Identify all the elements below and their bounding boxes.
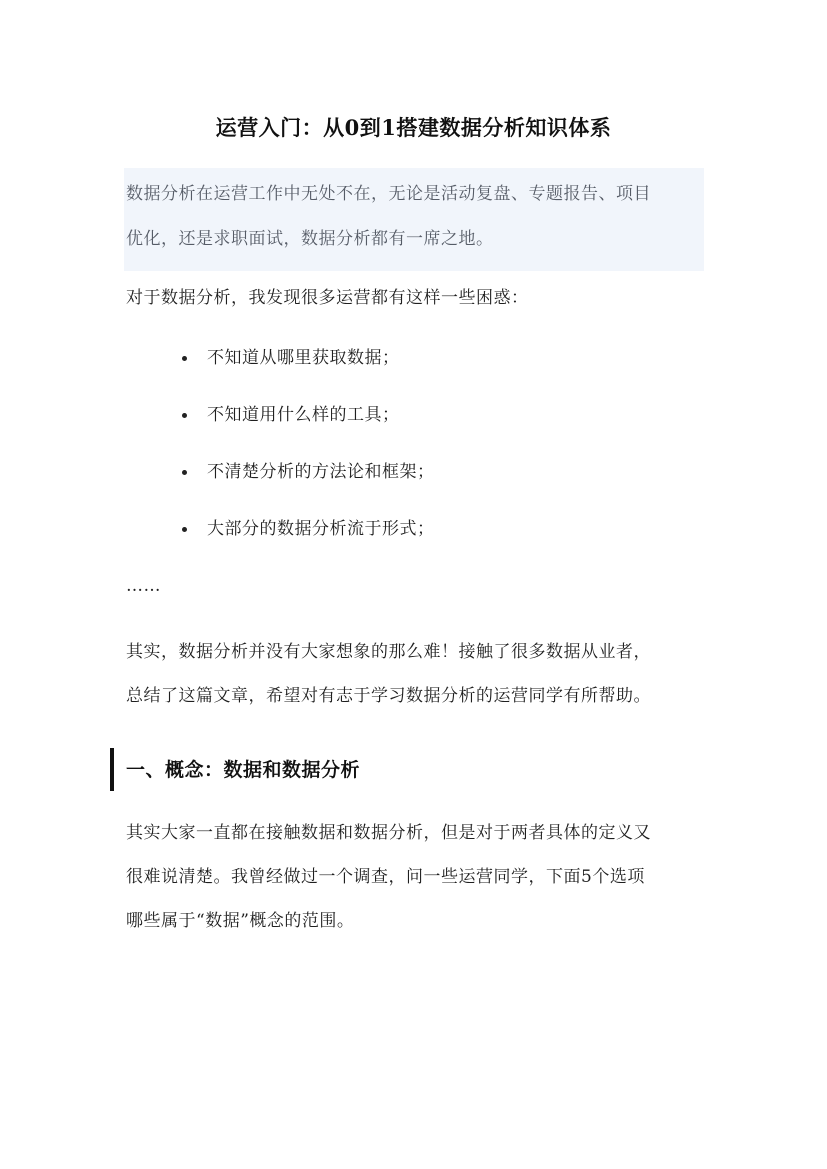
section-heading-bar bbox=[110, 748, 114, 791]
intro-quote-line-2: 优化，还是求职面试，数据分析都有一席之地。 bbox=[126, 229, 494, 249]
list-item-text: 不知道用什么样的工具； bbox=[207, 405, 400, 425]
summary-line-2: 总结了这篇文章，希望对有志于学习数据分析的运营同学有所帮助。 bbox=[126, 686, 651, 706]
section-heading: 一、概念：数据和数据分析 bbox=[126, 759, 361, 781]
intro-quote-block bbox=[124, 168, 704, 271]
section-paragraph-line-3: 哪些属于“数据”概念的范围。 bbox=[126, 911, 355, 931]
bullet-icon bbox=[182, 413, 187, 418]
lead-paragraph: 对于数据分析，我发现很多运营都有这样一些困惑： bbox=[126, 288, 529, 308]
article-title: 运营入门：从0到1搭建数据分析知识体系 bbox=[215, 115, 612, 140]
section-paragraph-line-1: 其实大家一直都在接触数据和数据分析，但是对于两者具体的定义又 bbox=[126, 823, 651, 843]
bullet-icon bbox=[182, 527, 187, 532]
section-paragraph-line-2: 很难说清楚。我曾经做过一个调查，问一些运营同学，下面5个选项 bbox=[126, 867, 645, 887]
ellipsis-text: …… bbox=[126, 576, 161, 596]
bullet-icon bbox=[182, 470, 187, 475]
intro-quote-line-1: 数据分析在运营工作中无处不在，无论是活动复盘、专题报告、项目 bbox=[126, 184, 651, 204]
list-item-text: 不知道从哪里获取数据； bbox=[207, 348, 400, 368]
list-item-text: 大部分的数据分析流于形式； bbox=[207, 519, 435, 539]
summary-line-1: 其实，数据分析并没有大家想象的那么难！接触了很多数据从业者， bbox=[126, 642, 651, 662]
bullet-icon bbox=[182, 356, 187, 361]
list-item-text: 不清楚分析的方法论和框架； bbox=[207, 462, 435, 482]
